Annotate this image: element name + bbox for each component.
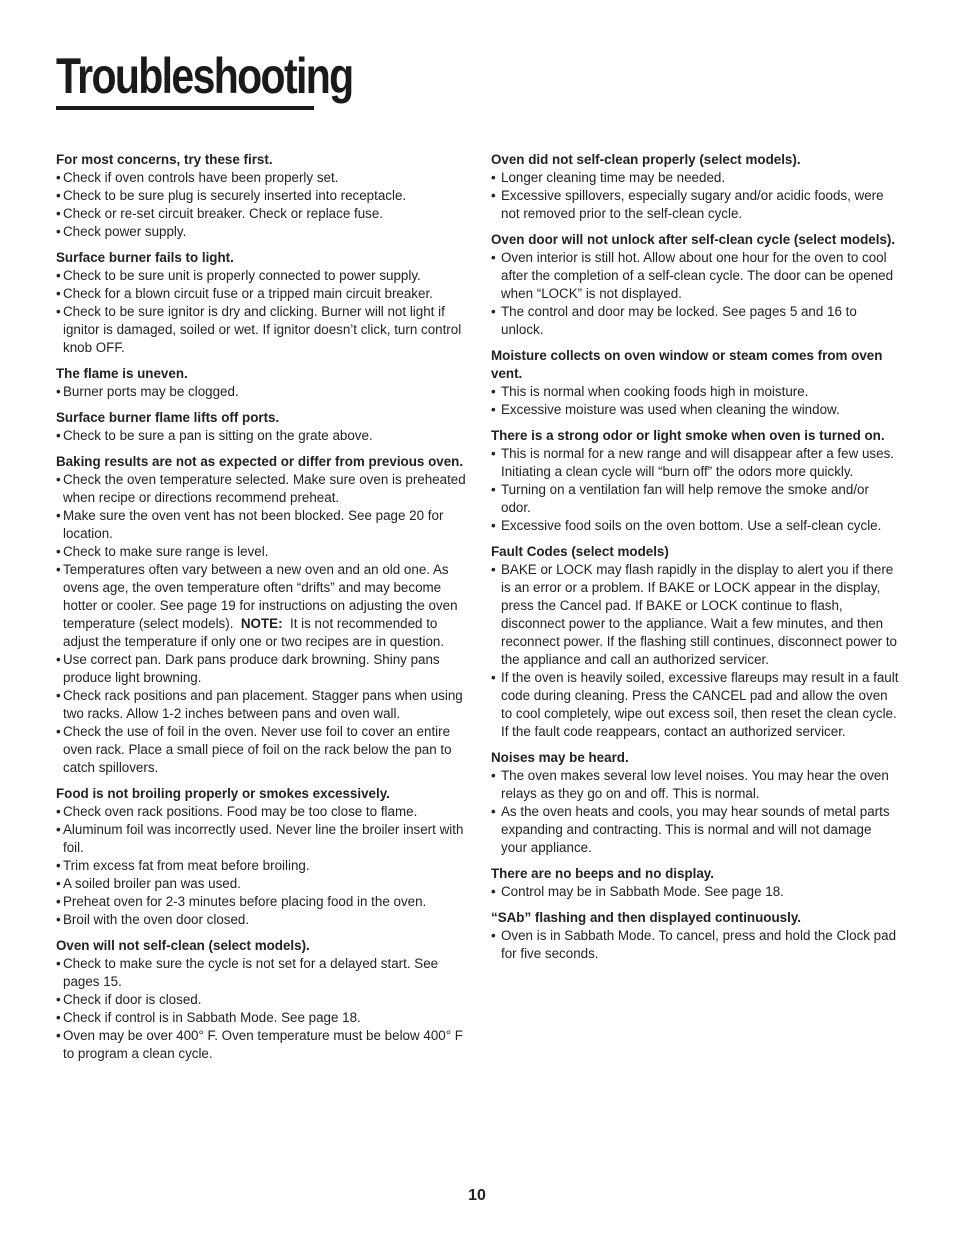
- list-item: • Check if control is in Sabbath Mode. See page 18.: [56, 1009, 468, 1027]
- section-heading: Fault Codes (select models): [491, 544, 669, 559]
- section-noises: [491, 749, 901, 857]
- list-item: • The oven makes several low level noises. You may hear the oven relays as they go on and off. This is normal.: [491, 767, 901, 803]
- section-will-not-self-clean: [56, 937, 468, 1063]
- section-flame-uneven: [56, 365, 468, 401]
- section-heading: For most concerns, try these first.: [56, 152, 273, 167]
- list-item: • Check for a blown circuit fuse or a tripped main circuit breaker.: [56, 285, 468, 303]
- section-heading: There is a strong odor or light smoke when oven is turned on.: [491, 428, 885, 443]
- list-item: • Check to be sure plug is securely inserted into receptacle.: [56, 187, 468, 205]
- page-number: 10: [468, 1187, 486, 1204]
- item-list: [56, 169, 468, 241]
- item-list: [491, 767, 901, 857]
- list-item: • Aluminum foil was incorrectly used. Never line the broiler insert with foil.: [56, 821, 468, 857]
- right-column: [491, 151, 901, 971]
- page-title: Troubleshooting: [56, 48, 353, 104]
- section-heading: Oven door will not unlock after self-clean cycle (select models).: [491, 232, 896, 247]
- list-item: • Check power supply.: [56, 223, 468, 241]
- list-item: • Check the use of foil in the oven. Never use foil to cover an entire oven rack. Place a small piece of foil on the rack below the pan to catch spillovers.: [56, 723, 468, 777]
- list-item: • Check oven rack positions. Food may be too close to flame.: [56, 803, 468, 821]
- list-item: • BAKE or LOCK may flash rapidly in the display to alert you if there is an error or a problem. If BAKE or LOCK appear in the display, press the Cancel pad. If BAKE or LOCK continue to flash, disconnect power to the appliance. Wait a few minutes, and then reconnect power. If the flashing still continues, disconnect power to the appliance and call an authorized servicer.: [491, 561, 901, 669]
- section-did-not-self-clean: [491, 151, 901, 223]
- item-list: [491, 169, 901, 223]
- section-most-concerns: [56, 151, 468, 241]
- list-item: • Oven interior is still hot. Allow about one hour for the oven to cool after the completion of a self-clean cycle. The door can be opened when “LOCK” is not displayed.: [491, 249, 901, 303]
- section-burner-fails: [56, 249, 468, 357]
- item-list: [491, 561, 901, 741]
- section-odor-smoke: [491, 427, 901, 535]
- note-label: NOTE:: [240, 616, 283, 631]
- list-item: • Check to be sure a pan is sitting on the grate above.: [56, 427, 468, 445]
- section-heading: “SAb” flashing and then displayed continuously.: [491, 910, 801, 925]
- section-heading: Oven will not self-clean (select models).: [56, 938, 310, 953]
- section-door-will-not-unlock: [491, 231, 901, 339]
- section-no-beeps: [491, 865, 901, 901]
- item-list: [491, 249, 901, 339]
- list-item: • This is normal for a new range and will disappear after a few uses. Initiating a clean cycle will “burn off” the odors more quickly.: [491, 445, 901, 481]
- section-heading: Food is not broiling properly or smokes excessively.: [56, 786, 390, 801]
- list-item: • Check the oven temperature selected. Make sure oven is preheated when recipe or directions recommend preheat.: [56, 471, 468, 507]
- list-item: • Check to make sure the cycle is not set for a delayed start. See pages 15.: [56, 955, 468, 991]
- list-item: • Check or re-set circuit breaker. Check or replace fuse.: [56, 205, 468, 223]
- list-item: • Check rack positions and pan placement. Stagger pans when using two racks. Allow 1-2 inches between pans and oven wall.: [56, 687, 468, 723]
- title-underline: [56, 106, 314, 110]
- list-item: • Excessive moisture was used when cleaning the window.: [491, 401, 901, 419]
- list-item: • Excessive spillovers, especially sugary and/or acidic foods, were not removed prior to the self-clean cycle.: [491, 187, 901, 223]
- section-baking-results: [56, 453, 468, 777]
- list-item: • Check to make sure range is level.: [56, 543, 468, 561]
- list-item: • Oven may be over 400° F. Oven temperature must be below 400° F to program a clean cycle.: [56, 1027, 468, 1063]
- item-list: [491, 883, 901, 901]
- list-item: • The control and door may be locked. See pages 5 and 16 to unlock.: [491, 303, 901, 339]
- item-list: [56, 471, 468, 777]
- item-list: [491, 383, 901, 419]
- section-heading: The flame is uneven.: [56, 366, 188, 381]
- list-item: • Check to be sure unit is properly connected to power supply.: [56, 267, 468, 285]
- list-item: • As the oven heats and cools, you may hear sounds of metal parts expanding and contracting. This is normal and will not damage your appliance.: [491, 803, 901, 857]
- list-item-with-note: [56, 561, 468, 651]
- item-list: [491, 927, 901, 963]
- list-item: • A soiled broiler pan was used.: [56, 875, 468, 893]
- section-sab-flashing: [491, 909, 901, 963]
- list-item: • Use correct pan. Dark pans produce dark browning. Shiny pans produce light browning.: [56, 651, 468, 687]
- list-item: • Longer cleaning time may be needed.: [491, 169, 901, 187]
- item-list: [56, 267, 468, 357]
- section-heading: Surface burner fails to light.: [56, 250, 234, 265]
- section-heading: Oven did not self-clean properly (select models).: [491, 152, 801, 167]
- list-item: • Burner ports may be clogged.: [56, 383, 468, 401]
- list-item: • Trim excess fat from meat before broiling.: [56, 857, 468, 875]
- section-heading: Surface burner flame lifts off ports.: [56, 410, 280, 425]
- list-item: • Check if oven controls have been properly set.: [56, 169, 468, 187]
- section-fault-codes: [491, 543, 901, 741]
- list-item: • Broil with the oven door closed.: [56, 911, 468, 929]
- list-item: • Check if door is closed.: [56, 991, 468, 1009]
- list-item: • This is normal when cooking foods high in moisture.: [491, 383, 901, 401]
- item-list: [56, 803, 468, 929]
- list-item: • Oven is in Sabbath Mode. To cancel, press and hold the Clock pad for five seconds.: [491, 927, 901, 963]
- section-heading: Moisture collects on oven window or steam comes from oven vent.: [491, 348, 883, 381]
- list-item: • Preheat oven for 2-3 minutes before placing food in the oven.: [56, 893, 468, 911]
- section-moisture: [491, 347, 901, 419]
- section-heading: Baking results are not as expected or differ from previous oven.: [56, 454, 464, 469]
- list-item: • If the oven is heavily soiled, excessive flareups may result in a fault code during cleaning. Press the CANCEL pad and allow the oven to cool completely, wipe out excess soil, then reset the clean cycle. If the fault code reappears, contact an authorized servicer.: [491, 669, 901, 741]
- item-list: [56, 955, 468, 1063]
- section-heading: Noises may be heard.: [491, 750, 629, 765]
- list-item: • Make sure the oven vent has not been blocked. See page 20 for location.: [56, 507, 468, 543]
- list-item: • Turning on a ventilation fan will help remove the smoke and/or odor.: [491, 481, 901, 517]
- note-item-text: Temperatures often vary between a new oven and an old one. As ovens age, the oven temperature often “drifts” and may become hotter or cooler. See page 19 for instructions on adjusting the oven temperature (select models).: [63, 562, 458, 631]
- list-item: • Check to be sure ignitor is dry and clicking. Burner will not light if ignitor is damaged, soiled or wet. If ignitor doesn’t click, turn control knob OFF.: [56, 303, 468, 357]
- section-flame-lifts: [56, 409, 468, 445]
- item-list: [56, 427, 468, 445]
- item-list: [56, 383, 468, 401]
- list-item: • Excessive food soils on the oven bottom. Use a self-clean cycle.: [491, 517, 901, 535]
- left-column: [56, 151, 468, 1071]
- note-item-text: It is not recommended to adjust the temperature if only one or two recipes are in question.: [63, 616, 445, 649]
- item-list: [491, 445, 901, 535]
- section-broiling: [56, 785, 468, 929]
- section-heading: There are no beeps and no display.: [491, 866, 714, 881]
- list-item: • Control may be in Sabbath Mode. See page 18.: [491, 883, 901, 901]
